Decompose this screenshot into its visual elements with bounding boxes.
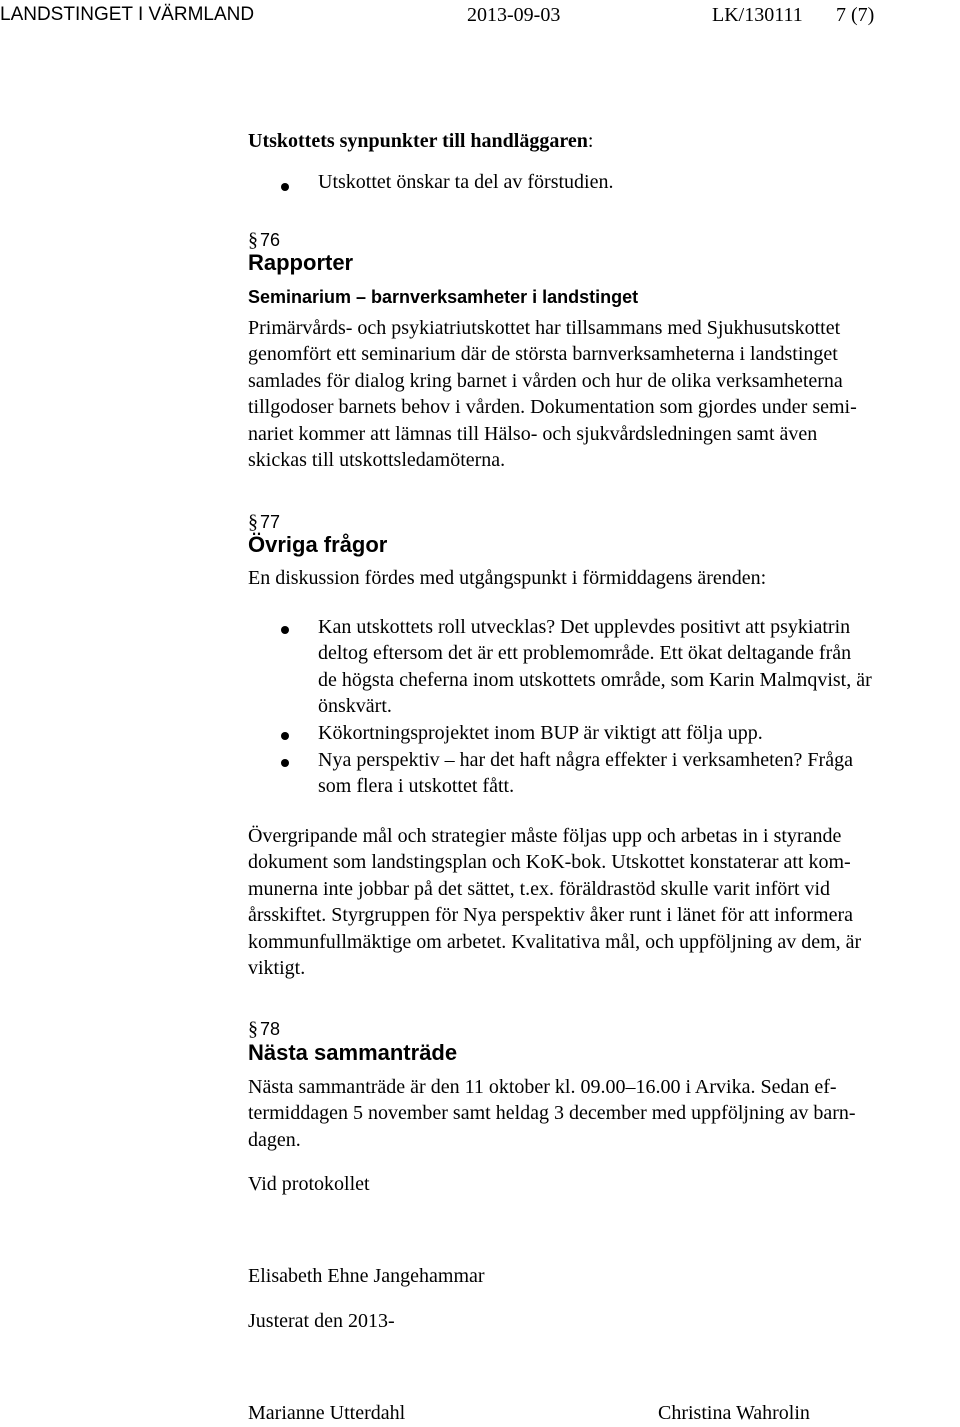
section-77-title: Övriga frågor — [248, 532, 388, 557]
section-78-title: Nästa sammanträde — [248, 1040, 458, 1065]
paragraph-line: skickas till utskottsledamöterna. — [248, 449, 506, 472]
section-78-paragraph — [248, 1074, 960, 1153]
paragraph-line: dokument som landstingsplan och KoK-bok. Utskottet konstaterar att kom- — [248, 851, 851, 874]
signer-right-name: Christina Wahrolin — [658, 1402, 810, 1424]
section-77-number — [248, 511, 280, 534]
section-76-number — [248, 229, 280, 252]
section-number: 77 — [260, 512, 281, 532]
paragraph-line: munerna inte jobbar på det sättet, t.ex. föräldrastöd skulle varit infört vid — [248, 877, 831, 900]
paragraph-line: nariet kommer att lämnas till Hälso- och sjukvårdsledningen samt även — [248, 422, 818, 445]
paragraph-line: Nästa sammanträde är den 11 oktober kl. 09.00–16.00 i Arvika. Sedan ef- — [248, 1076, 837, 1098]
section-number: 78 — [260, 1019, 281, 1039]
header-reference: LK/130111 — [712, 4, 803, 26]
bullet-line: önskvärt. — [318, 695, 392, 718]
header-page-number: 7 (7) — [836, 4, 875, 26]
bullet-icon — [281, 626, 289, 634]
section-number: 76 — [260, 230, 281, 250]
committee-views-colon: : — [587, 130, 594, 152]
section-symbol: § — [248, 1018, 258, 1040]
paragraph-line: samlades för dialog kring barnet i vården och hur de olika verksamheterna — [248, 369, 843, 392]
bullet-line: de högsta cheferna inom utskottets område, som Karin Malmqvist, är — [318, 668, 872, 691]
paragraph-line: kommunfullmäktige om arbetet. Kvalitativa mål, och uppföljning av dem, är — [248, 930, 862, 953]
section-77-intro: En diskussion fördes med utgångspunkt i förmiddagens ärenden: — [248, 567, 767, 589]
section-symbol: § — [248, 511, 258, 533]
committee-views-heading-block — [248, 130, 593, 153]
paragraph-line: dagen. — [248, 1128, 301, 1151]
paragraph-line: tillgodoser barnets behov i vården. Dokumentation som gjordes under semi- — [248, 396, 857, 419]
header-date: 2013-09-03 — [467, 4, 561, 26]
section-77-paragraph — [248, 823, 960, 981]
section-76-subtitle: Seminarium – barnverksamheter i landstinget — [248, 287, 639, 307]
bullet-line: som flera i utskottet fått. — [318, 775, 515, 798]
header-organization: LANDSTINGET I VÄRMLAND — [0, 4, 255, 25]
section-78-number — [248, 1018, 280, 1041]
adjusted-date: Justerat den 2013- — [248, 1310, 395, 1332]
paragraph-line: genomfört ett seminarium där de största barnverksamheterna i landstinget — [248, 343, 838, 366]
section-symbol: § — [248, 229, 258, 251]
section-77-bullet-2 — [318, 720, 960, 746]
bullet-line: Nya perspektiv – har det haft några effekter i verksamheten? Fråga — [318, 749, 853, 771]
committee-views-heading: Utskottets synpunkter till handläggaren — [248, 130, 588, 152]
bullet-icon — [281, 732, 289, 740]
section-76-paragraph — [248, 315, 960, 473]
paragraph-line: termiddagen 5 november samt heldag 3 december med uppföljning av barn- — [248, 1102, 856, 1125]
secretary-name: Elisabeth Ehne Jangehammar — [248, 1265, 485, 1287]
paragraph-line: viktigt. — [248, 957, 306, 980]
bullet-line: deltog eftersom det är ett problemområde. Ett ökat deltagande från — [318, 642, 852, 665]
bullet-line: Kan utskottets roll utvecklas? Det upplevdes positivt att psykiatrin — [318, 616, 851, 638]
paragraph-line: årsskiftet. Styrgruppen för Nya perspektiv åker runt i länet för att informera — [248, 904, 853, 927]
signer-left-name: Marianne Utterdahl — [248, 1402, 406, 1424]
bullet-line: Kökortningsprojektet inom BUP är viktigt att följa upp. — [318, 722, 763, 744]
section-77-bullet-1 — [318, 614, 960, 720]
paragraph-line: Övergripande mål och strategier måste följas upp och arbetas in i styrande — [248, 825, 842, 847]
section-76-title: Rapporter — [248, 250, 354, 275]
paragraph-line: Primärvårds- och psykiatriutskottet har tillsammans med Sjukhusutskottet — [248, 317, 841, 339]
protocol-label: Vid protokollet — [248, 1173, 370, 1195]
section-77-bullet-3 — [318, 747, 960, 800]
committee-views-bullet: Utskottet önskar ta del av förstudien. — [318, 171, 614, 193]
bullet-icon — [281, 183, 289, 191]
bullet-icon — [281, 759, 289, 767]
